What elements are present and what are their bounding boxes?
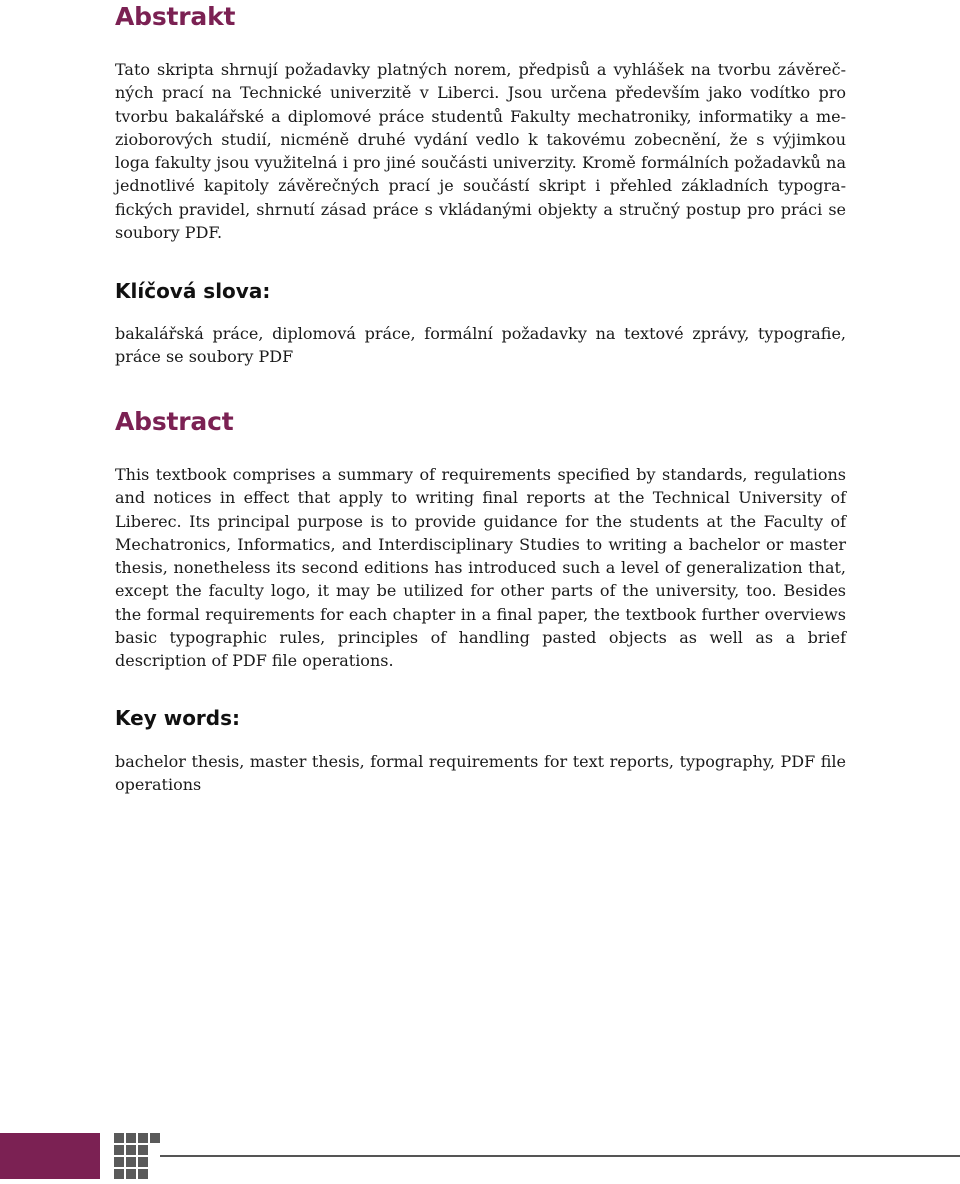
footer-accent-bar [0, 1133, 100, 1179]
klicova-slova-heading: Klíčová slova: [115, 279, 271, 303]
klicova-slova-text: bakalářská práce, diplomová práce, formální požadavky na textové zprávy, typografie, práce se soubory PDF [115, 324, 846, 367]
key-words-heading: Key words: [115, 706, 241, 730]
abstract-heading: Abstract [115, 407, 234, 436]
abstrakt-heading: Abstrakt [115, 2, 236, 31]
footer-grid-logo-icon [114, 1133, 160, 1179]
footer-rule [160, 1155, 960, 1157]
abstract-paragraph: This textbook comprises a summary of requirements specified by standards, regulations and notices in effect that apply to writing final reports at the Technical University of Liberec. Its principal purpose is to provide guidance for the students at the Faculty of Mechatronics, Informatics, and Interdisciplinary Studies to writing a bachelor or master thesis, nonetheless its second editions has introduced such a level of generalization that, except the faculty logo, it may be utilized for other parts of the university, too. Besides the formal requirements for each chapter in a final paper, the textbook further overviews basic typographic rules, principles of handling pasted objects as well as a brief description of PDF file operations. [115, 465, 846, 671]
abstrakt-paragraph: Tato skripta shrnují požadavky platných norem, předpisů a vyhlášek na tvorbu závěrečných prací na Technické univerzitě v Liberci. Jsou určena především jako vodítko pro tvorbu bakalářské a diplomové práce studentů Fakulty mechatroniky, informatiky a mezioborových studií, nicméně druhé vydání vedlo k takovému zobecnění, že s výjimkou loga fakulty jsou využitelná i pro jiné součásti univerzity. Kromě formálních požadavků na jednotlivé kapitoly závěrečných prací je součástí skript i přehled základních typografických pravidel, shrnutí zásad práce s vkládanými objekty a stručný postup pro práci se soubory PDF. [115, 60, 846, 243]
key-words-text: bachelor thesis, master thesis, formal requirements for text reports, typography, PDF file operations [115, 752, 846, 795]
